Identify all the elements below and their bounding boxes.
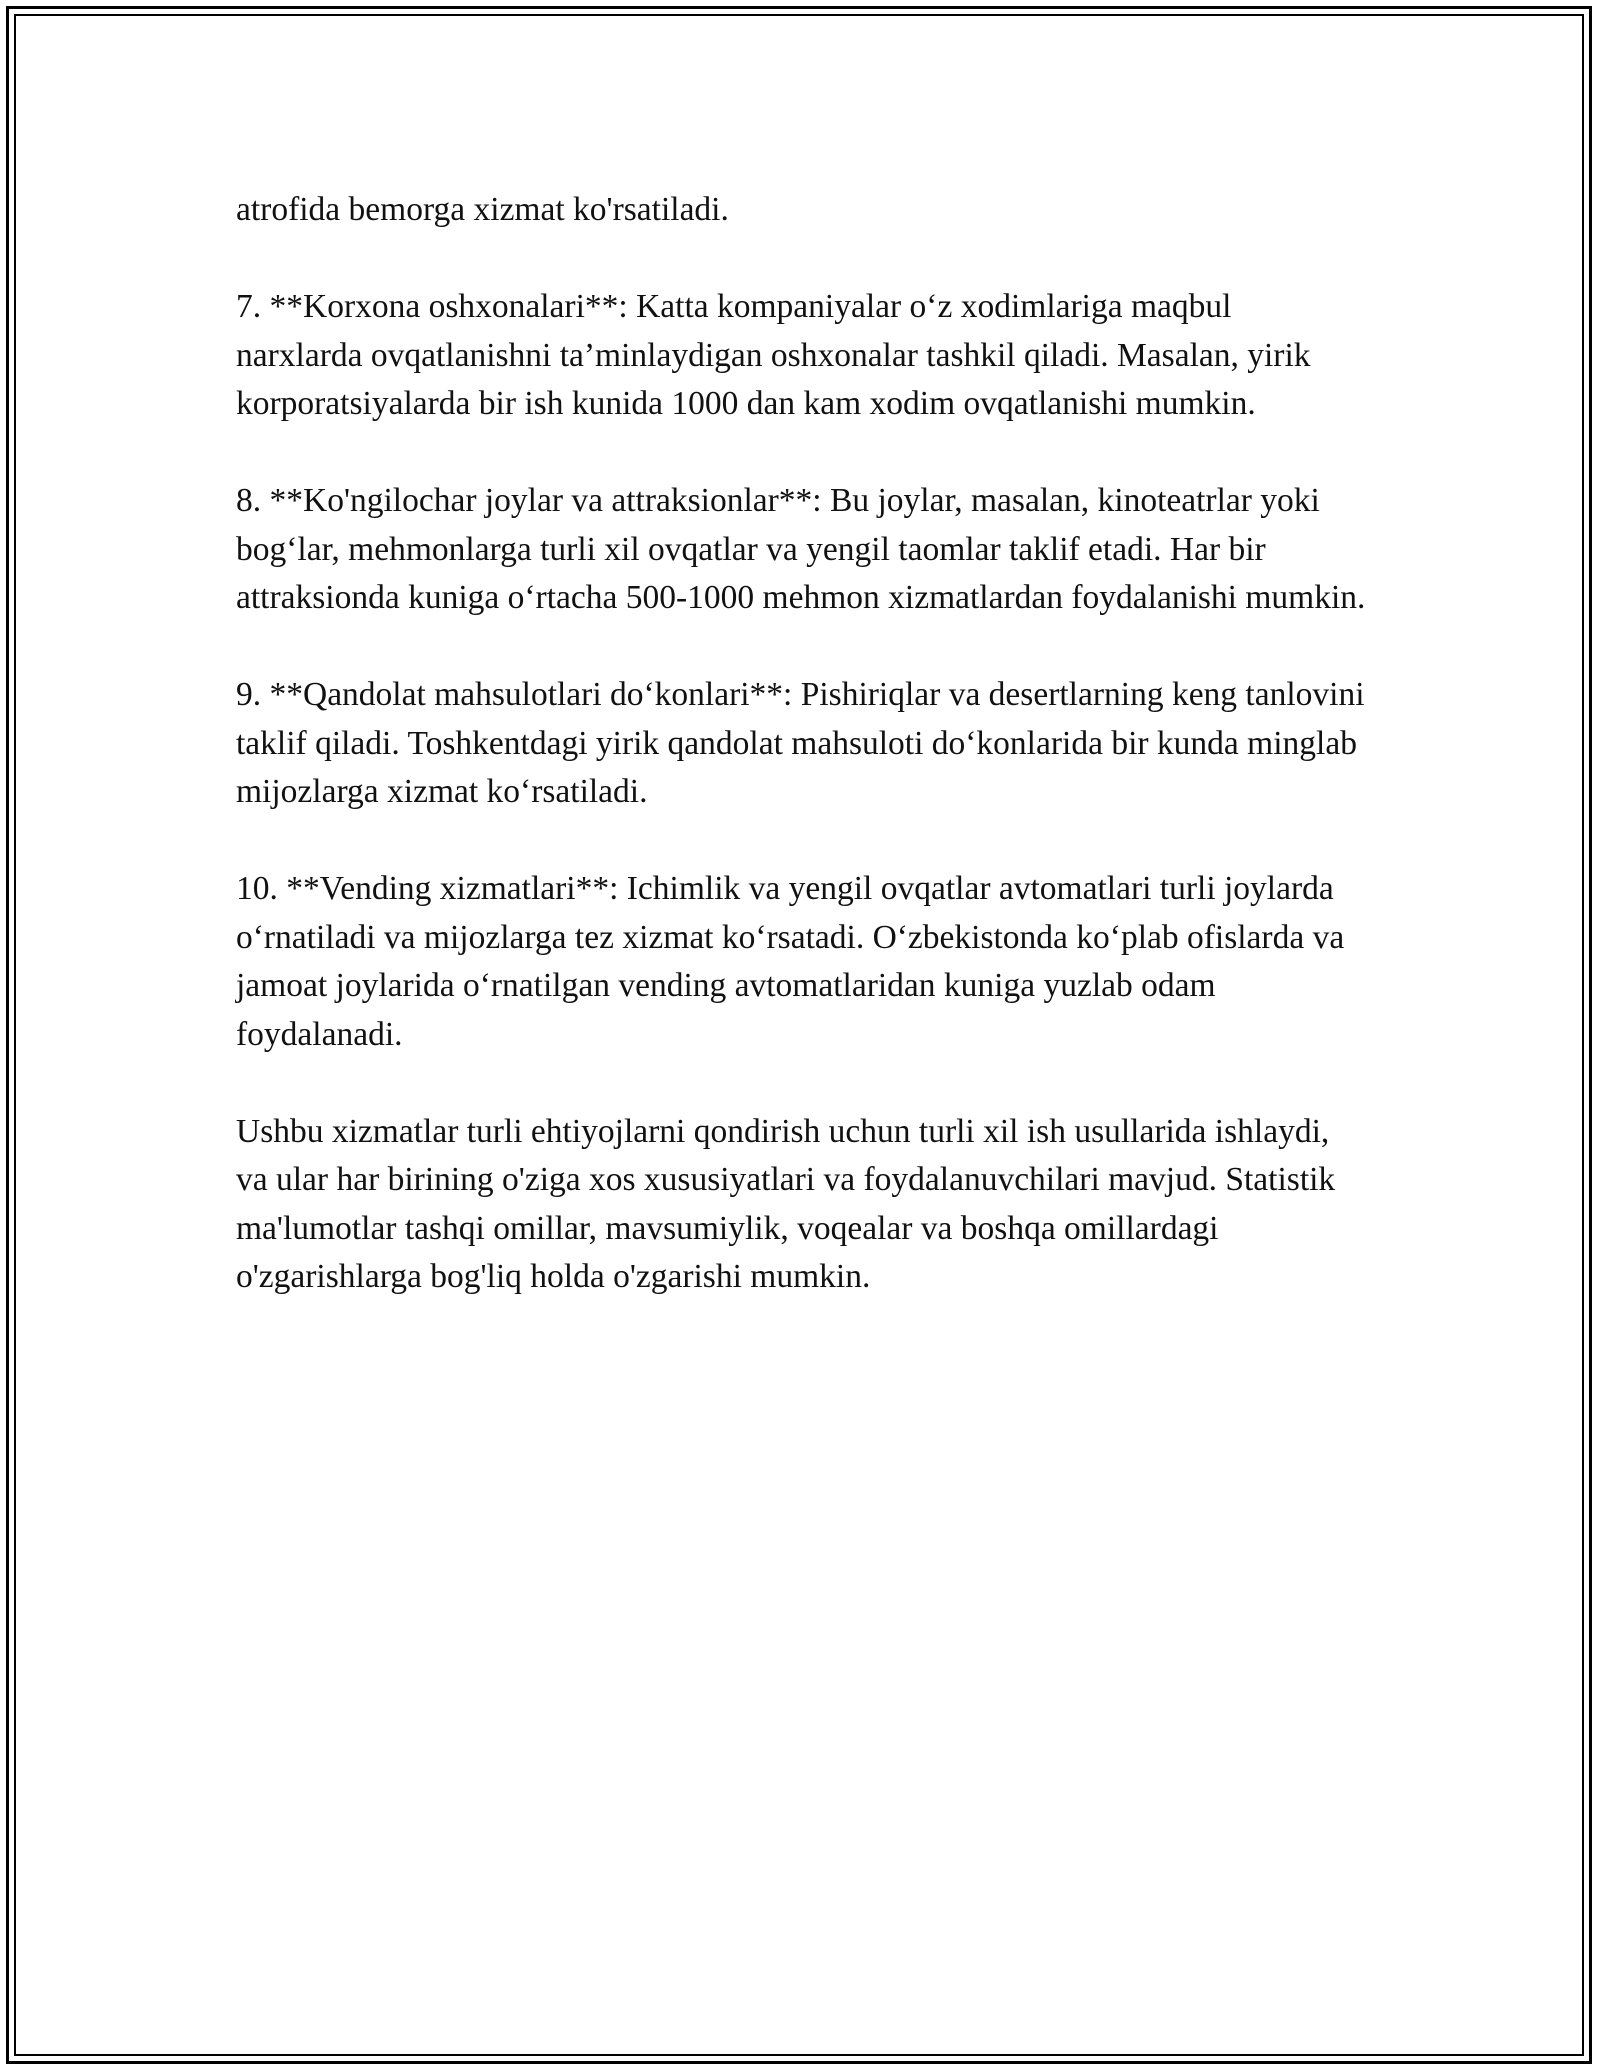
paragraph-item-8: 8. **Ko'ngilochar joylar va attraksionlar**: Bu joylar, masalan, kinoteatrlar yoki bog‘lar, mehmonlarga turli xil ovqatlar va yengil taomlar taklif etadi. Har bir attraksionda kuniga o‘rtacha 500-1000 mehmon xizmatlardan foydalanishi mumkin.: [236, 482, 1366, 616]
document-body: [236, 186, 1366, 1350]
paragraph-item-7: 7. **Korxona oshxonalari**: Katta kompaniyalar o‘z xodimlariga maqbul narxlarda ovqatlanishni ta’minlaydigan oshxonalar tashkil qiladi. Masalan, yirik korporatsiyalarda bir ish kunida 1000 dan kam xodim ovqatlanishi mumkin.: [236, 288, 1311, 422]
paragraph-item-9: 9. **Qandolat mahsulotlari do‘konlari**: Pishiriqlar va desertlarning keng tanlovini taklif qiladi. Toshkentdagi yirik qandolat mahsuloti do‘konlarida bir kunda minglab mijozlarga xizmat ko‘rsatiladi.: [236, 676, 1365, 810]
paragraph-item-10: 10. **Vending xizmatlari**: Ichimlik va yengil ovqatlar avtomatlari turli joylarda o‘rnatiladi va mijozlarga tez xizmat ko‘rsatadi. O‘zbekistonda ko‘plab ofislarda va jamoat joylarida o‘rnatilgan vending avtomatlaridan kuniga yuzlab odam foydalanadi.: [236, 870, 1345, 1053]
paragraph-conclusion: Ushbu xizmatlar turli ehtiyojlarni qondirish uchun turli xil ish usullarida ishlaydi, va ular har birining o'ziga xos xususiyatlari va foydalanuvchilari mavjud. Statistik ma'lumotlar tashqi omillar, mavsumiylik, voqealar va boshqa omillardagi o'zgarishlarga bog'liq holda o'zgarishi mumkin.: [236, 1112, 1336, 1295]
paragraph-continuation: atrofida bemorga xizmat ko'rsatiladi.: [236, 191, 729, 228]
